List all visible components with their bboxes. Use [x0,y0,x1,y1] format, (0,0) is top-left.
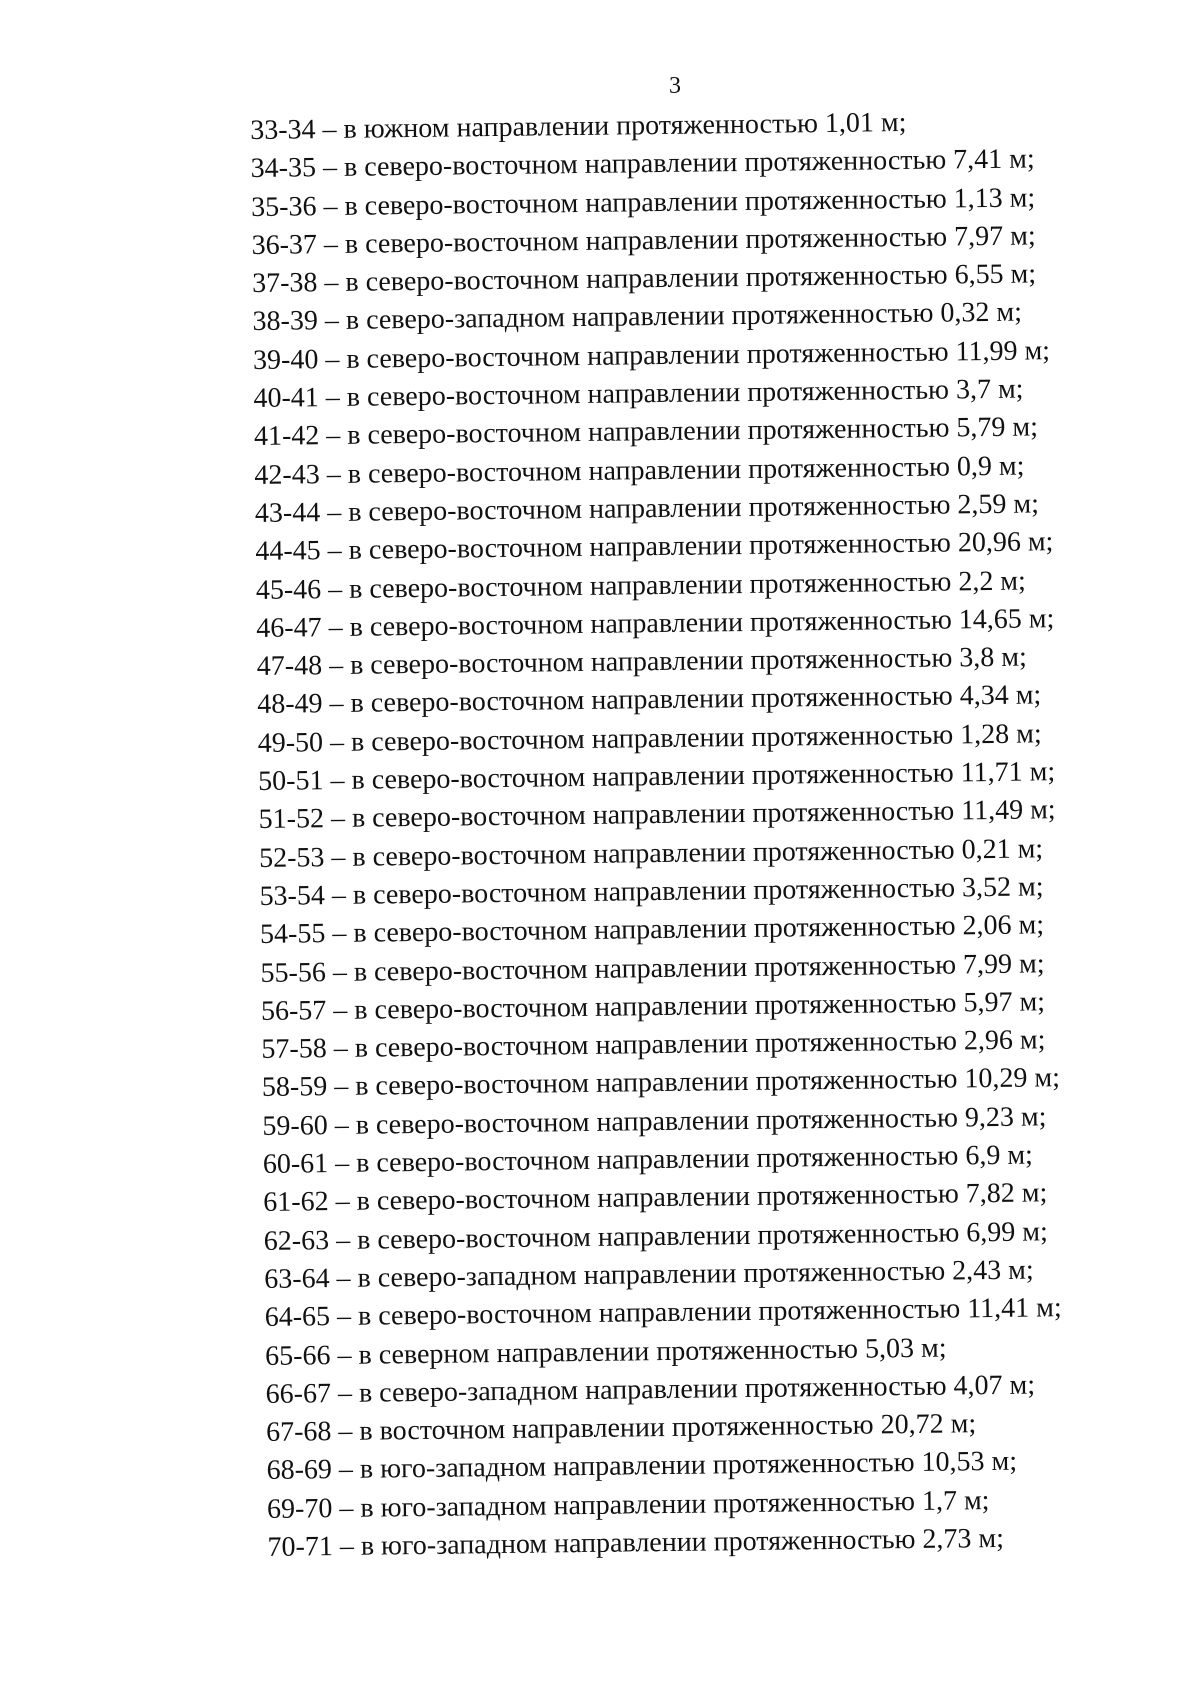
segment-line: 33-34 – в южном направлении протяженностью 1,01 м; [250,106,907,146]
segment-line: 37-38 – в северо-восточном направлении протяженностью 6,55 м; [251,258,1037,300]
segment-line: 38-39 – в северо-западном направлении протяженностью 0,32 м; [252,297,1023,338]
segment-line: 39-40 – в северо-восточном направлении протяженностью 11,99 м; [252,335,1051,376]
segment-line: 68-69 – в юго-западном направлении протяженностью 10,53 м; [266,1446,1018,1487]
segment-line: 50-51 – в северо-восточном направлении протяженностью 11,71 м; [257,756,1056,797]
boundary-segment-list [250,102,1066,1567]
segment-line: 63-64 – в северо-западном направлении протяженностью 2,43 м; [264,1254,1034,1295]
segment-line: 48-49 – в северо-восточном направлении протяженностью 4,34 м; [257,679,1042,721]
segment-line: 66-67 – в северо-западном направлении протяженностью 4,07 м; [265,1369,1036,1410]
segment-line: 49-50 – в северо-восточном направлении протяженностью 1,28 м; [257,718,1042,759]
segment-line: 53-54 – в северо-восточном направлении протяженностью 3,52 м; [259,871,1044,912]
segment-line: 42-43 – в северо-восточном направлении протяженностью 0,9 м; [254,450,1025,491]
segment-line: 58-59 – в северо-восточном направлении протяженностью 10,29 м; [261,1062,1061,1104]
segment-line: 56-57 – в северо-восточном направлении протяженностью 5,97 м; [260,986,1046,1027]
segment-line: 62-63 – в северо-восточном направлении протяженностью 6,99 м; [263,1215,1048,1257]
segment-line: 47-48 – в северо-восточном направлении протяженностью 3,8 м; [256,641,1027,683]
segment-line: 64-65 – в северо-восточном направлении протяженностью 11,41 м; [264,1292,1062,1334]
segment-line: 45-46 – в северо-восточном направлении протяженностью 2,2 м; [255,565,1027,606]
segment-line: 70-71 – в юго-западном направлении протяженностью 2,73 м; [267,1522,1005,1563]
segment-line: 34-35 – в северо-восточном направлении протяженностью 7,41 м; [250,143,1035,185]
segment-line: 51-52 – в северо-восточном направлении протяженностью 11,49 м; [258,794,1056,836]
segment-line: 69-70 – в юго-западном направлении протяженностью 1,7 м; [266,1484,990,1525]
segment-line: 61-62 – в северо-восточном направлении протяженностью 7,82 м; [263,1177,1048,1219]
segment-line: 59-60 – в северо-восточном направлении протяженностью 9,23 м; [262,1101,1047,1142]
segment-line: 44-45 – в северо-восточном направлении протяженностью 20,96 м; [255,526,1054,568]
segment-line: 60-61 – в северо-восточном направлении протяженностью 6,9 м; [262,1139,1034,1180]
segment-line: 52-53 – в северо-восточном направлении протяженностью 0,21 м; [258,833,1044,874]
segment-line: 36-37 – в северо-восточном направлении протяженностью 7,97 м; [251,220,1036,261]
segment-line: 65-66 – в северном направлении протяженностью 5,03 м; [265,1332,947,1372]
segment-line: 40-41 – в северо-восточном направлении протяженностью 3,7 м; [253,373,1024,415]
segment-line: 67-68 – в восточном направлении протяженностью 20,72 м; [265,1408,977,1448]
segment-line: 43-44 – в северо-восточном направлении протяженностью 2,59 м; [254,488,1040,529]
segment-line: 54-55 – в северо-восточном направлении протяженностью 2,06 м; [259,909,1045,951]
segment-line: 46-47 – в северо-восточном направлении протяженностью 14,65 м; [256,603,1055,644]
page-number: 3 [669,73,681,99]
segment-line: 55-56 – в северо-восточном направлении протяженностью 7,99 м; [260,947,1045,989]
segment-line: 35-36 – в северо-восточном направлении протяженностью 1,13 м; [250,182,1036,223]
segment-line: 57-58 – в северо-восточном направлении протяженностью 2,96 м; [261,1024,1046,1066]
segment-line: 41-42 – в северо-восточном направлении протяженностью 5,79 м; [253,411,1039,453]
